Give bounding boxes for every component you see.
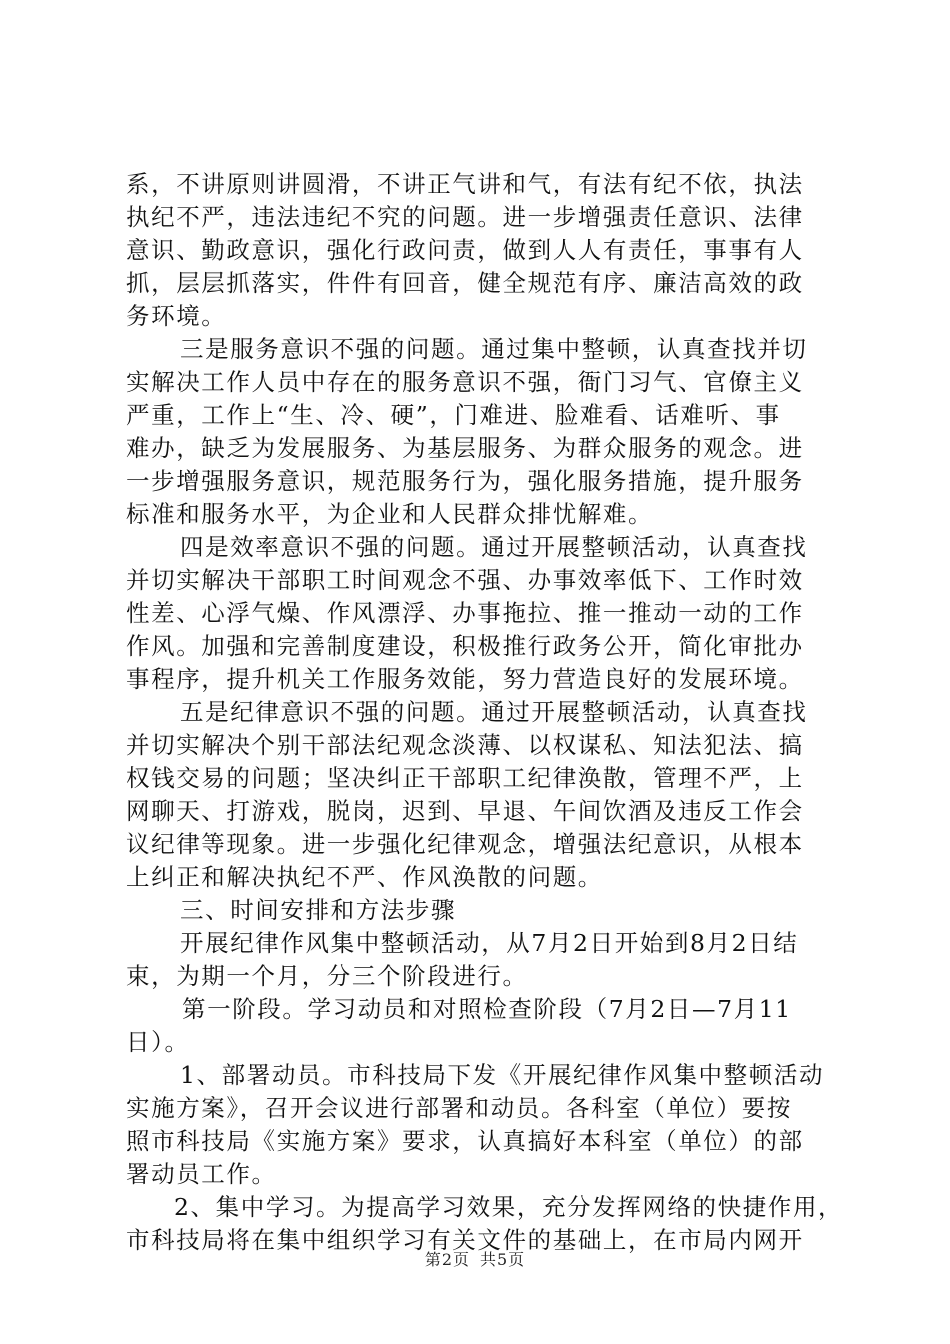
paragraph-start-line: 2、集中学习。为提高学习效果，充分发挥网络的快捷作用， — [174, 1193, 844, 1221]
text-line: 权钱交易的问题；坚决纠正干部职工纪律涣散，管理不严，上 — [126, 764, 804, 792]
text-line: 务环境。 — [126, 302, 227, 330]
page-footer — [0, 1247, 950, 1270]
paragraph-start-line: 五是纪律意识不强的问题。通过开展整顿活动，认真查找 — [180, 698, 808, 726]
text-line: 系，不讲原则讲圆滑，不讲正气讲和气，有法有纪不依，执法 — [126, 170, 804, 198]
text-line: 标准和服务水平，为企业和人民群众排忧解难。 — [126, 500, 654, 528]
text-line: 束，为期一个月，分三个阶段进行。 — [126, 962, 528, 990]
text-line: 难办，缺乏为发展服务、为基层服务、为群众服务的观念。进 — [126, 434, 804, 462]
text-line: 议纪律等现象。进一步强化纪律观念，增强法纪意识，从根本 — [126, 830, 804, 858]
text-line: 作风。加强和完善制度建设，积极推行政务公开，简化审批办 — [126, 632, 804, 660]
text-line: 执纪不严，违法违纪不究的问题。进一步增强责任意识、法律 — [126, 203, 804, 231]
text-line: 一步增强服务意识，规范服务行为，强化服务措施，提升服务 — [126, 467, 804, 495]
paragraph-start-line: 三是服务意识不强的问题。通过集中整顿，认真查找并切 — [180, 335, 808, 363]
paragraph-start-line: 开展纪律作风集中整顿活动，从7月2日开始到8月2日结 — [180, 929, 799, 957]
text-line: 实施方案》，召开会议进行部署和动员。各科室（单位）要按 — [126, 1094, 792, 1122]
page-number: 第2页 — [424, 1250, 470, 1269]
text-line: 上纠正和解决执纪不严、作风涣散的问题。 — [126, 863, 603, 891]
text-line: 抓，层层抓落实，件件有回音，健全规范有序、廉洁高效的政 — [126, 269, 804, 297]
paragraph-start-line: 1、部署动员。市科技局下发《开展纪律作风集中整顿活动 — [180, 1061, 825, 1089]
text-line: 性差、心浮气燥、作风漂浮、办事拖拉、推一推动一动的工作 — [126, 599, 804, 627]
text-line: 实解决工作人员中存在的服务意识不强，衙门习气、官僚主义 — [126, 368, 804, 396]
text-line: 网聊天、打游戏，脱岗，迟到、早退、午间饮酒及违反工作会 — [126, 797, 804, 825]
text-line: 事程序，提升机关工作服务效能，努力营造良好的发展环境。 — [126, 665, 804, 693]
page-total: 共5页 — [480, 1250, 526, 1269]
document-body — [126, 168, 844, 1257]
text-line: 严重，工作上“生、冷、硬”，门难进、脸难看、话难听、事 — [126, 401, 781, 429]
text-line: 意识、勤政意识，强化行政问责，做到人人有责任，事事有人 — [126, 236, 804, 264]
paragraph-start-line: 四是效率意识不强的问题。通过开展整顿活动，认真查找 — [180, 533, 808, 561]
section-heading: 三、时间安排和方法步骤 — [180, 896, 457, 924]
text-line: 署动员工作。 — [126, 1160, 277, 1188]
text-line: 市科技局将在集中组织学习有关文件的基础上，在市局内网开 — [126, 1226, 804, 1254]
text-line: 并切实解决个别干部法纪观念淡薄、以权谋私、知法犯法、搞 — [126, 731, 804, 759]
phase-heading: 第一阶段。学习动员和对照检查阶段（7月2日—7月11 — [182, 995, 792, 1023]
text-line: 日）。 — [126, 1028, 190, 1056]
text-line: 照市科技局《实施方案》要求，认真搞好本科室（单位）的部 — [126, 1127, 804, 1155]
text-line: 并切实解决干部职工时间观念不强、办事效率低下、工作时效 — [126, 566, 804, 594]
